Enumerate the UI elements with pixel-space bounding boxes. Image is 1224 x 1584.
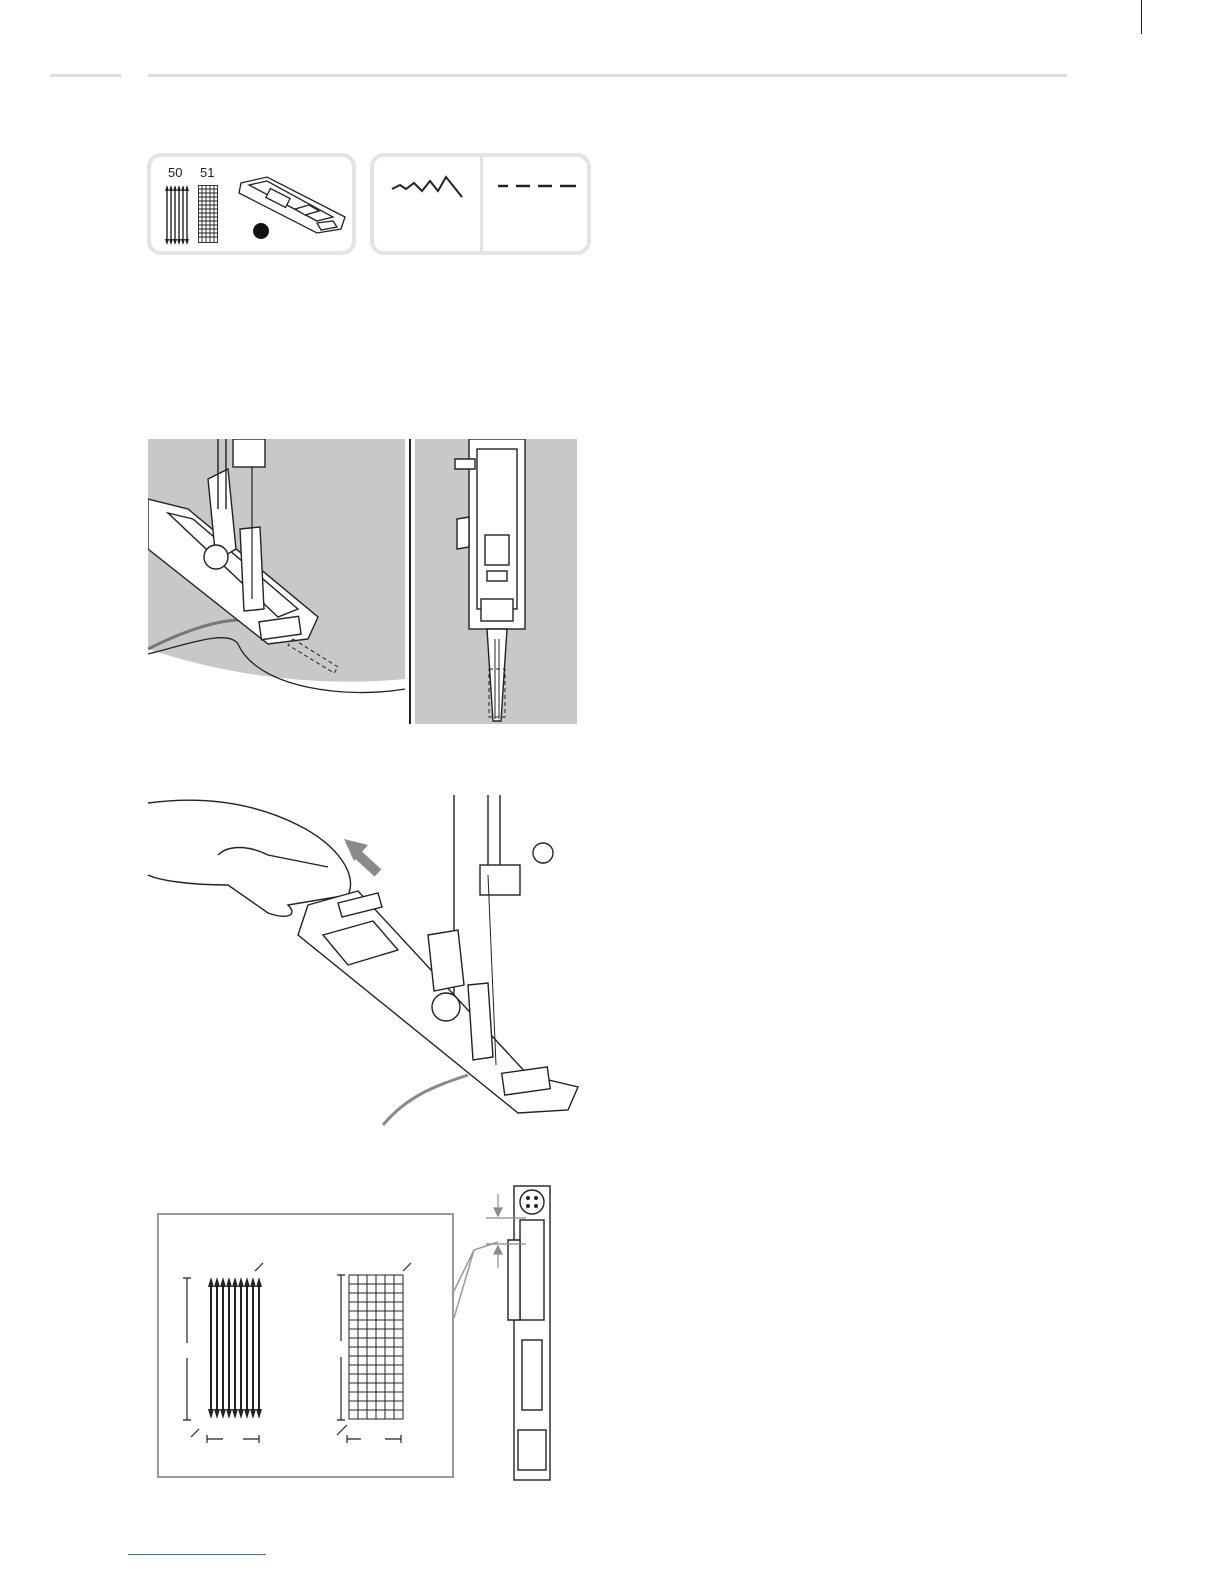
- buttonhole-pattern-51-icon: [198, 185, 218, 243]
- pattern-settings-box: [147, 153, 356, 255]
- illustration-divider: [409, 439, 411, 724]
- buttonhole-detail-box: [157, 1213, 454, 1478]
- zigzag-stitch-icon: [390, 173, 464, 197]
- pattern-number-51: 51: [200, 165, 215, 180]
- buttonhole-pattern-50-icon: [165, 185, 189, 245]
- stitch-settings-divider: [480, 157, 483, 251]
- foot-with-button-illustration: [486, 1180, 566, 1480]
- fabric-placement-illustration: [148, 439, 405, 724]
- top-right-marker: [1141, 0, 1142, 34]
- stitch-length-icon: [498, 183, 576, 189]
- foot-top-view-illustration: [415, 439, 577, 724]
- header-rule-short: [50, 74, 121, 77]
- button-insert-illustration: [148, 795, 588, 1135]
- pattern-number-50: 50: [168, 165, 183, 180]
- buttonhole-foot-icon: [237, 173, 347, 243]
- footer-link[interactable]: [128, 1554, 266, 1555]
- header-rule-long: [148, 74, 1067, 77]
- stitch-settings-box: [370, 153, 591, 255]
